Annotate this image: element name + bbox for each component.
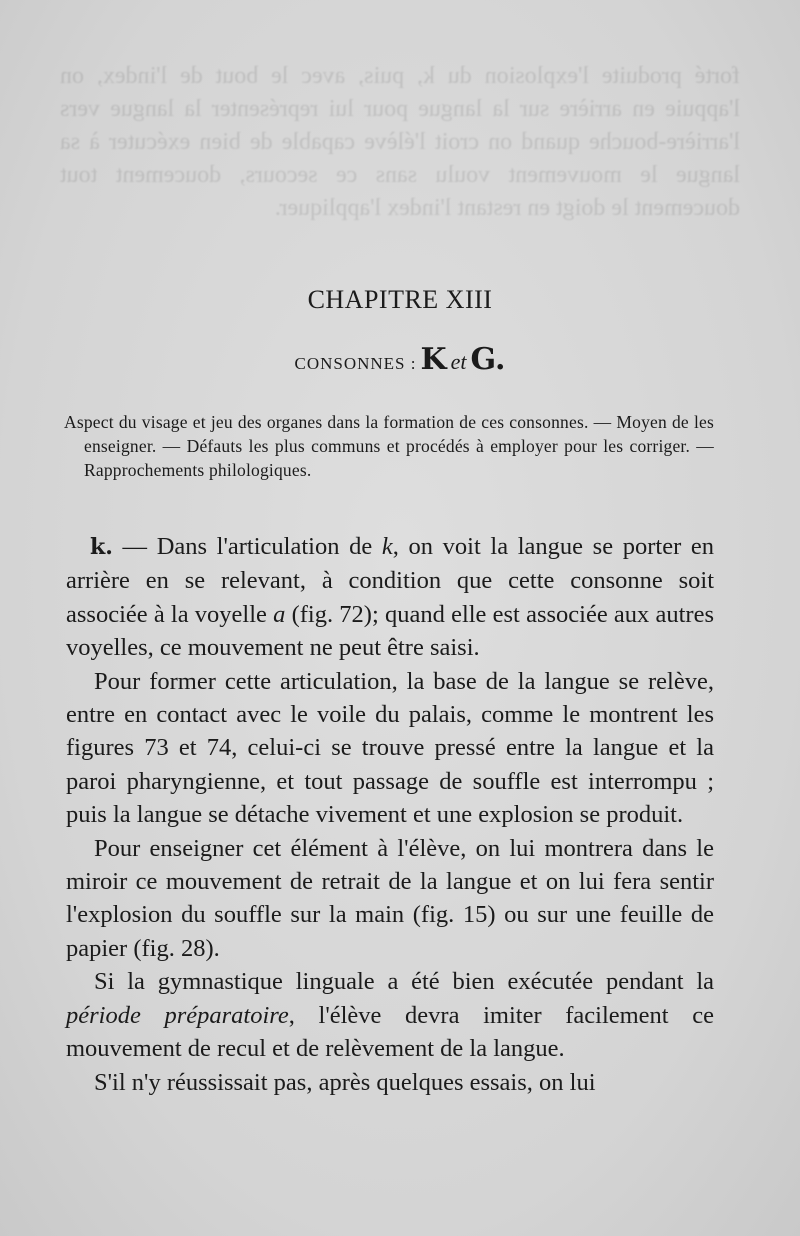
chapter-subtitle [0, 342, 800, 377]
subtitle-period: . [495, 342, 506, 377]
italic-k: k [381, 533, 393, 560]
bleed-through-text: forté produite l'explosion du k, puis, avec le bout de l'index, on l'appuie en arrière sur la langue pour lui représenter la langue vers l'arrière-bouche quand on croit l'élève capable de bien exécuter à sa langue le mouvement voulu sans ce secours, doucement tout doucement le doigt en restant l'index l'appliquer. [60, 63, 740, 221]
paragraph-1-text-a: — Dans l'articulation de [112, 533, 382, 560]
subtitle-conjunction: et [450, 349, 467, 374]
body-text [66, 530, 714, 1099]
paragraph-2: Pour former cette articulation, la base de la langue se relève, entre en contact avec le voile du palais, comme le montrent les figures 73 et 74, celui-ci se trouve pressé entre la langue et la paroi pharyngienne, et tout passage de souffle est interrompu ; puis la langue se détache vivement et une explosion se produit. [66, 667, 714, 829]
italic-a: a [273, 600, 286, 628]
paragraph-lead-k: k. [90, 534, 113, 560]
chapter-title: CHAPITRE XIII [307, 285, 493, 314]
paragraph-1-text-c: (fig. 72); quand elle est associée aux autres voyelles, ce mouvement ne peut être saisi. [66, 600, 714, 662]
paragraph-4-text-b: , l'élève devra imiter facilement ce mouvement de recul et de relèvement de la langue. [66, 1001, 714, 1063]
paragraph-3: Pour enseigner cet élément à l'élève, on lui montrera dans le miroir ce mouvement de retrait de la langue et on lui fera sentir l'explosion du souffle sur la main (fig. 15) ou sur une feuille de papier (fig. 28). [66, 834, 714, 962]
subtitle-letter-g: G [470, 342, 496, 377]
paragraph-1 [66, 530, 714, 665]
paragraph-4-text-a: Si la gymnastique linguale a été bien exécutée pendant la [94, 968, 714, 996]
subtitle-letter-k: K [420, 342, 447, 377]
summary-text: Aspect du visage et jeu des organes dans la formation de ces consonnes. — Moyen de les enseigner. — Défauts les plus communs et procédés à employer pour les corriger. — Rapprochements philologiques. [64, 412, 714, 480]
subtitle-prefix: CONSONNES : [294, 354, 417, 373]
italic-periode-preparatoire: période préparatoire [66, 1001, 289, 1029]
paragraph-4 [66, 965, 714, 1065]
paragraph-5: S'il n'y réussissait pas, après quelques essais, on lui [94, 1068, 596, 1096]
chapter-summary [64, 410, 714, 482]
paragraph-1-text-b: , on voit la langue se porter en arrière en se relevant, à condition que cette consonne soit associée à la voyelle [66, 533, 714, 628]
